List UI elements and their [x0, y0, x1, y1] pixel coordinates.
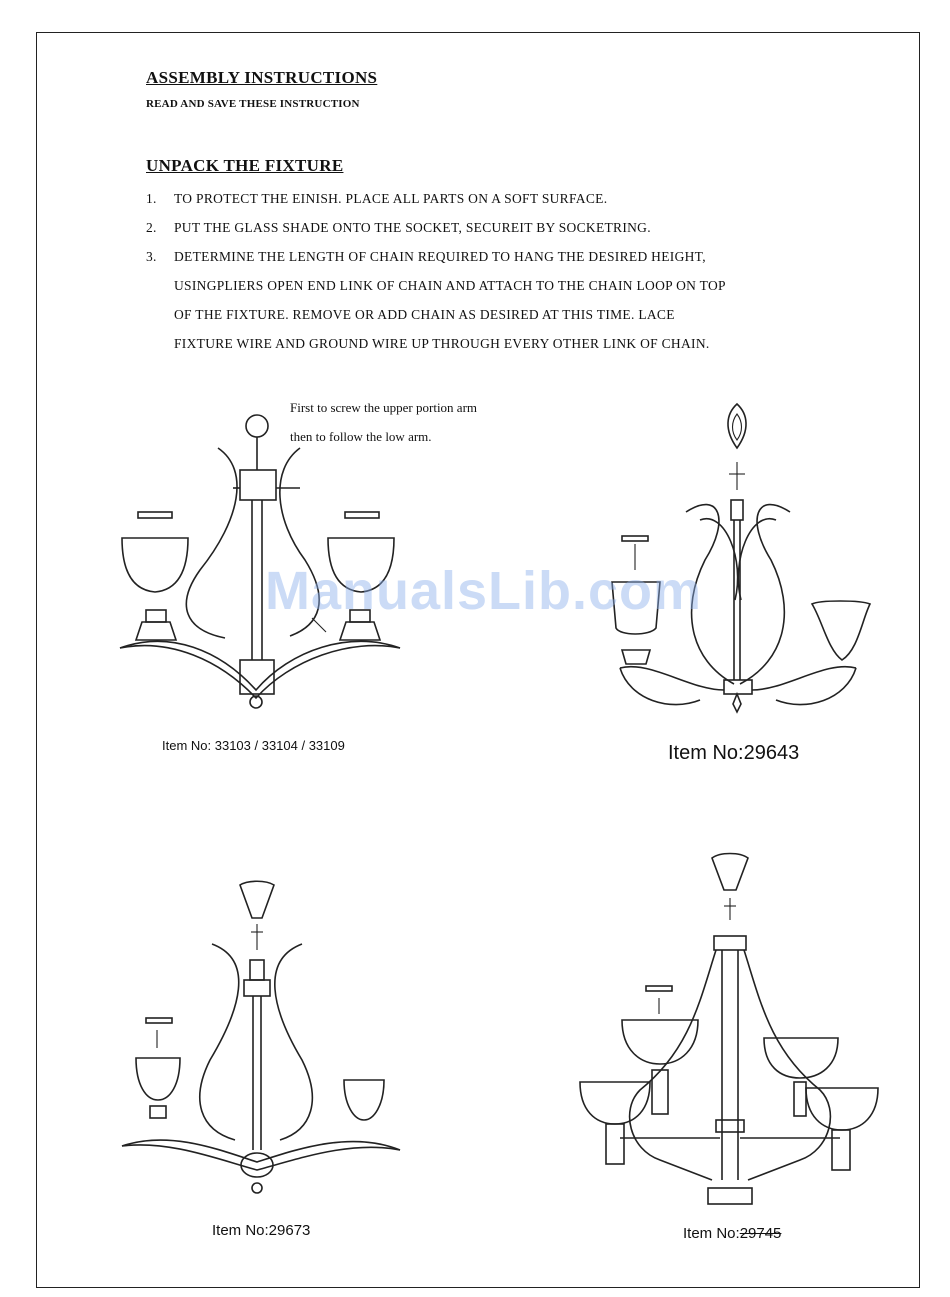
step-number: 3. [146, 249, 157, 264]
step-text: DETERMINE THE LENGTH OF CHAIN REQUIRED TO HANG THE DESIRED HEIGHT, [174, 249, 706, 264]
note-line: then to follow the low arm. [290, 429, 432, 444]
caption-struck-number: 29745 [739, 1225, 782, 1242]
step-text: FIXTURE WIRE AND GROUND WIRE UP THROUGH EVERY OTHER LINK OF CHAIN. [174, 336, 710, 351]
fixture-29643-drawing [612, 404, 870, 712]
watermark: ManualsLib.com [265, 561, 703, 621]
step-text: TO PROTECT THE EINISH. PLACE ALL PARTS ON A SOFT SURFACE. [174, 191, 608, 206]
page-subtitle: READ AND SAVE THESE INSTRUCTION [146, 98, 360, 110]
fixture-29745-drawing [580, 854, 878, 1205]
step-text: USINGPLIERS OPEN END LINK OF CHAIN AND ATTACH TO THE CHAIN LOOP ON TOP [174, 278, 726, 293]
note-line: First to screw the upper portion arm [290, 400, 478, 415]
step-text: OF THE FIXTURE. REMOVE OR ADD CHAIN AS DESIRED AT THIS TIME. LACE [174, 307, 675, 322]
fixture-29673-drawing [122, 881, 400, 1193]
figure-caption [683, 1225, 781, 1242]
step-number: 1. [146, 191, 157, 206]
figure-caption: Item No: 33103 / 33104 / 33109 [162, 738, 345, 753]
page-title: ASSEMBLY INSTRUCTIONS [146, 68, 378, 87]
section-title: UNPACK THE FIXTURE [146, 156, 344, 175]
step-text: PUT THE GLASS SHADE ONTO THE SOCKET, SECUREIT BY SOCKETRING. [174, 220, 651, 235]
figure-caption: Item No:29673 [212, 1222, 311, 1239]
step-number: 2. [146, 220, 157, 235]
caption-prefix: Item No: [683, 1225, 740, 1242]
figure-caption: Item No:29643 [668, 742, 800, 764]
